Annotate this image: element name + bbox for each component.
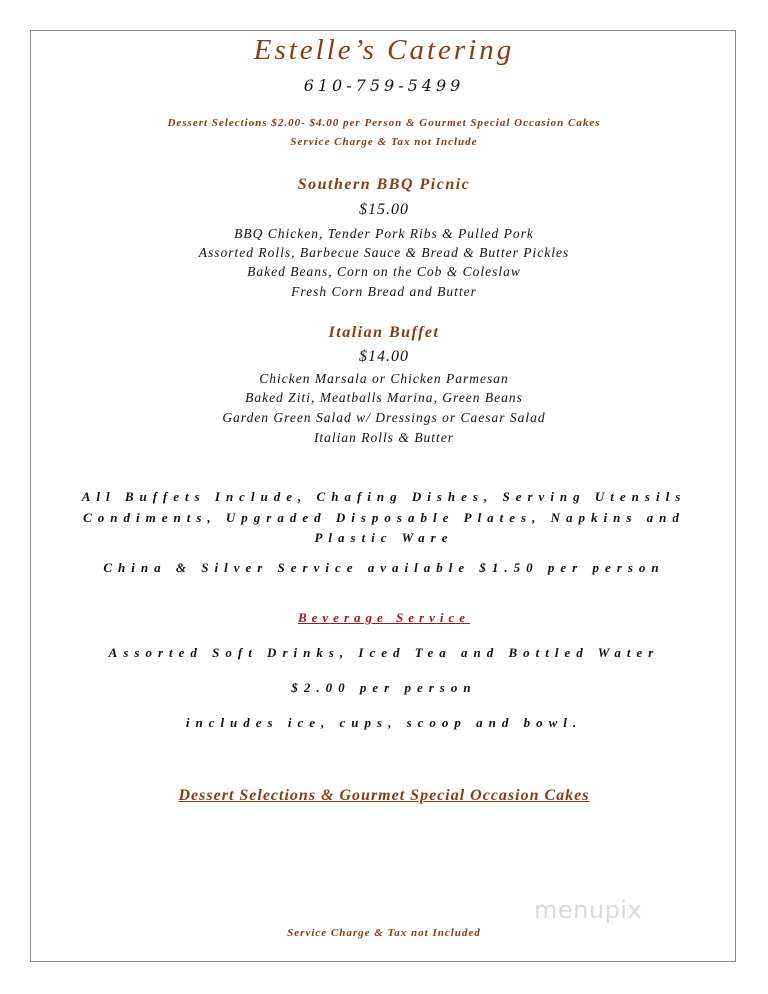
- beverage-drinks: Assorted Soft Drinks, Iced Tea and Bottled Water: [108, 645, 660, 660]
- beverage-price: $2.00 per person: [291, 680, 477, 695]
- beverage-heading: Beverage Service: [297, 610, 471, 625]
- dessert-heading: Dessert Selections & Gourmet Special Occasion Cakes: [178, 787, 590, 804]
- menu-item: Baked Beans, Corn on the Cob & Coleslaw: [247, 264, 521, 279]
- menu-item: Garden Green Salad w/ Dressings or Caesar Salad: [222, 410, 546, 425]
- menu-item: Baked Ziti, Meatballs Marina, Green Beans: [245, 390, 523, 405]
- beverage-includes: includes ice, cups, scoop and bowl.: [185, 715, 583, 730]
- footer-service-note: Service Charge & Tax not Included: [287, 927, 481, 939]
- menu-item: Chicken Marsala or Chicken Parmesan: [259, 371, 509, 386]
- menu-item: Assorted Rolls, Barbecue Sauce & Bread & Butter Pickles: [198, 245, 570, 260]
- menu-price-bbq: $15.00: [359, 201, 409, 218]
- menu-item: BBQ Chicken, Tender Pork Ribs & Pulled Pork: [234, 226, 534, 241]
- menu-item: Fresh Corn Bread and Butter: [291, 284, 477, 299]
- menu-item: Italian Rolls & Butter: [313, 430, 455, 445]
- service-charge-note: Service Charge & Tax not Include: [290, 136, 478, 148]
- menupix-watermark: menupix: [534, 896, 643, 924]
- menu-name-bbq: Southern BBQ Picnic: [297, 176, 471, 193]
- dessert-price-note: Dessert Selections $2.00- $4.00 per Person & Gourmet Special Occasion Cakes: [167, 117, 601, 129]
- buffet-includes-line: Plastic Ware: [314, 530, 454, 545]
- buffet-includes-line: All Buffets Include, Chafing Dishes, Serving Utensils: [81, 489, 687, 504]
- menu-name-italian: Italian Buffet: [328, 324, 440, 341]
- buffet-includes-line: Condiments, Upgraded Disposable Plates, Napkins and: [83, 510, 685, 525]
- business-title: Estelle’s Catering: [253, 34, 515, 66]
- phone-number: 610-759-5499: [303, 76, 465, 95]
- china-service-note: China & Silver Service available $1.50 per person: [103, 560, 665, 575]
- menu-price-italian: $14.00: [359, 348, 409, 365]
